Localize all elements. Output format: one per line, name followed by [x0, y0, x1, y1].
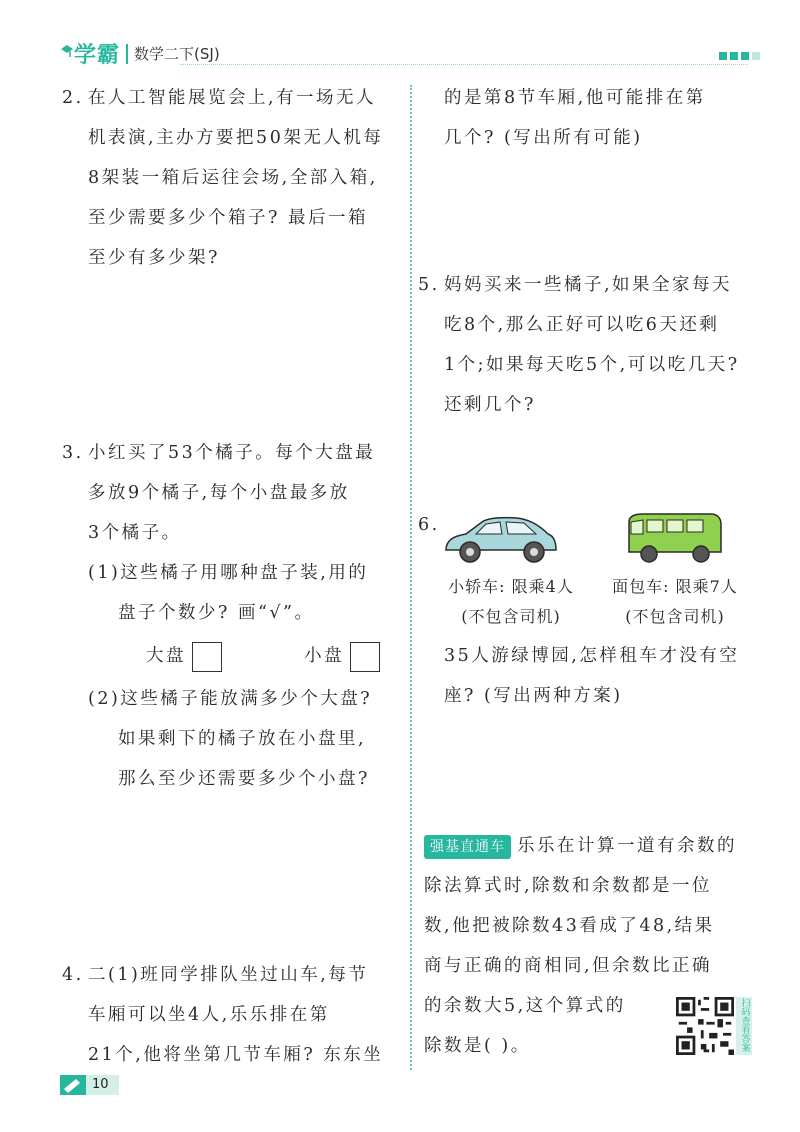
question-line: 在人工智能展览会上,有一场无人 [88, 88, 377, 108]
question-4-continued [444, 78, 764, 158]
answer-options [62, 633, 407, 679]
question-line: 小红买了53个橘子。每个大盘最 [88, 443, 376, 463]
option-small-plate-label: 小盘 [304, 646, 345, 666]
question-line: 35人游绿博园,怎样租车才没有空 [444, 646, 740, 666]
page-number: 10 [86, 1075, 119, 1095]
page-footer [60, 1075, 119, 1095]
question-number: 3. [62, 443, 84, 463]
book-title: 数学二下(SJ) [134, 45, 220, 63]
van-info [600, 572, 750, 632]
question-line: 1个;如果每天吃5个,可以吃几天? [444, 355, 740, 375]
question-3 [62, 433, 407, 799]
question-2 [62, 78, 407, 278]
van-label: 面包车: 限乘7人 [612, 577, 738, 596]
car-info [436, 572, 586, 632]
question-line: 还剩几个? [444, 395, 536, 415]
question-part-2: (2)这些橘子能放满多少个大盘? [88, 689, 373, 709]
car-label: 小轿车: 限乘4人 [448, 577, 574, 596]
car-icon [440, 512, 560, 570]
question-line: 21个,他将坐第几节车厢? 东东坐 [88, 1045, 384, 1065]
car-note: (不包含司机) [461, 607, 561, 626]
answer-blank-line[interactable]: 除数是( )。 [424, 1036, 531, 1056]
question-line: 至少有多少架? [88, 248, 220, 268]
question-number: 5. [418, 275, 440, 295]
question-line: 除法算式时,除数和余数都是一位 [424, 876, 713, 896]
question-line: 座? (写出两种方案) [444, 686, 623, 706]
question-number: 4. [62, 965, 84, 985]
van-icon [625, 508, 725, 568]
question-line: 二(1)班同学排队坐过山车,每节 [88, 965, 369, 985]
van-note: (不包含司机) [625, 607, 725, 626]
graduation-cap-icon [60, 43, 74, 65]
question-line: 商与正确的商相同,但余数比正确 [424, 956, 713, 976]
question-line: 8架装一箱后运往会场,全部入箱, [88, 168, 378, 188]
question-line: 机表演,主办方要把50架无人机每 [88, 128, 384, 148]
small-plate-checkbox[interactable] [350, 642, 380, 672]
question-line: 的是第8节车厢,他可能排在第 [444, 88, 706, 108]
question-line: 几个? (写出所有可能) [444, 128, 643, 148]
question-line: 数,他把被除数43看成了48,结果 [424, 916, 715, 936]
question-part-1: (1)这些橘子用哪种盘子装,用的 [88, 563, 369, 583]
qr-side-label: 扫码查看答案 [736, 997, 752, 1055]
question-5 [418, 265, 768, 425]
question-line: 车厢可以坐4人,乐乐排在第 [88, 1005, 330, 1025]
header-decoration [719, 52, 760, 60]
pencil-icon [60, 1075, 86, 1095]
question-line: 3个橘子。 [88, 523, 182, 543]
logo-text: 学霸 [74, 43, 121, 68]
column-divider [410, 85, 412, 1070]
page-header [60, 38, 760, 72]
header-rule [180, 64, 748, 65]
question-line: 如果剩下的橘子放在小盘里, [118, 729, 367, 749]
question-line: 妈妈买来一些橘子,如果全家每天 [444, 275, 733, 295]
question-number: 6. [418, 515, 440, 535]
question-line: 那么至少还需要多少个小盘? [118, 769, 370, 789]
question-number: 2. [62, 88, 84, 108]
question-4 [62, 955, 407, 1075]
question-line: 盘子个数少? 画“√”。 [118, 603, 315, 623]
big-plate-checkbox[interactable] [192, 642, 222, 672]
option-big-plate-label: 大盘 [146, 646, 186, 666]
question-6-text [444, 636, 764, 716]
question-line: 乐乐在计算一道有余数的 [517, 836, 737, 856]
question-line: 多放9个橘子,每个小盘最多放 [88, 483, 350, 503]
question-line: 至少需要多少个箱子? 最后一箱 [88, 208, 368, 228]
qr-code-icon[interactable] [676, 997, 734, 1055]
bonus-tag: 强基直通车 [424, 835, 511, 859]
question-line: 的余数大5,这个算式的 [424, 996, 626, 1016]
header-separator [126, 44, 128, 64]
question-line: 吃8个,那么正好可以吃6天还剩 [444, 315, 720, 335]
